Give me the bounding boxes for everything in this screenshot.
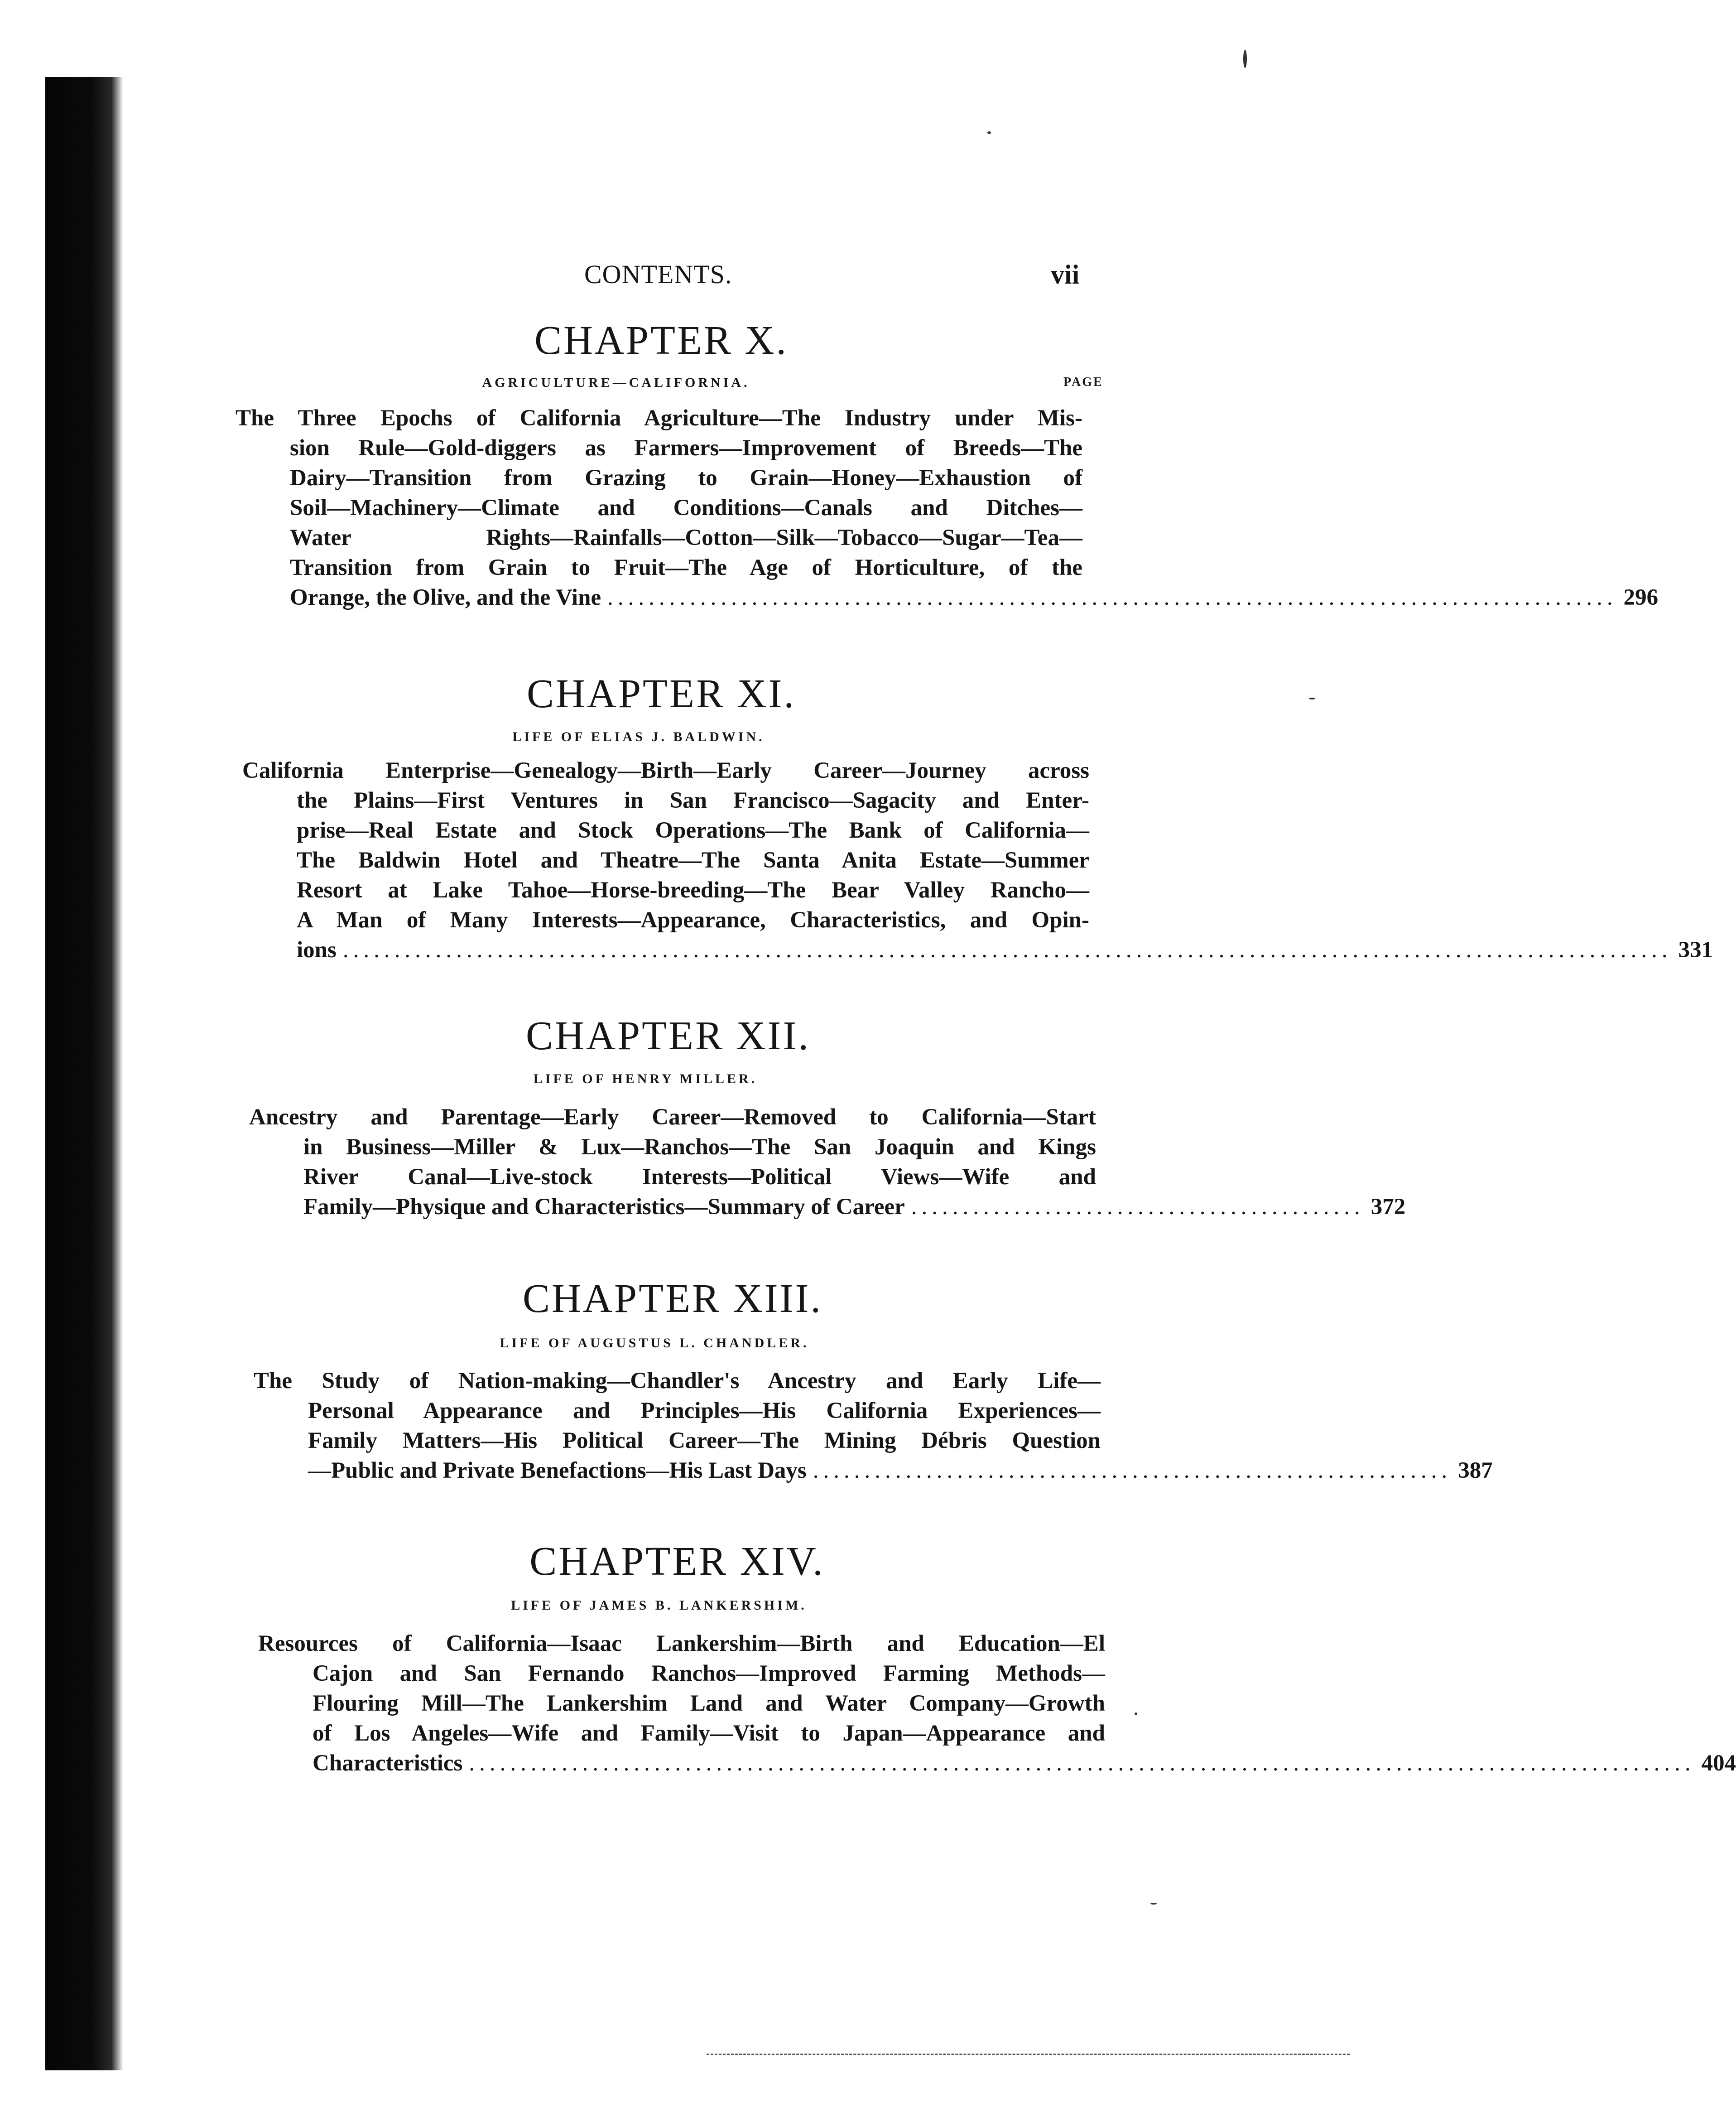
chapter-subtitle: AGRICULTURE—CALIFORNIA. xyxy=(482,375,750,390)
summary-line-end: Orange, the Olive, and the Vine xyxy=(290,585,601,610)
summary-line: in Business—Miller & Lux—Ranchos—The San Joaquin and Kings xyxy=(303,1134,1096,1160)
summary-line: A Man of Many Interests—Appearance, Characteristics, and Opin- xyxy=(297,907,1089,933)
scan-speck xyxy=(987,131,991,134)
summary-line: Soil—Machinery—Climate and Conditions—Canals and Ditches— xyxy=(290,495,1082,521)
summary-line: sion Rule—Gold-diggers as Farmers—Improvement of Breeds—The xyxy=(290,435,1082,461)
dot-leader: .............................................................. xyxy=(813,1458,1452,1483)
page-number: vii xyxy=(1051,260,1080,289)
summary-line: Water Rights—Rainfalls—Cotton—Silk—Tobacco—Sugar—Tea— xyxy=(290,525,1082,550)
chapter-subtitle: LIFE OF JAMES B. LANKERSHIM. xyxy=(511,1598,807,1613)
summary-line-end: ions xyxy=(297,937,337,963)
summary-line: Dairy—Transition from Grazing to Grain—Honey—Exhaustion of xyxy=(290,465,1082,491)
summary-line: the Plains—First Ventures in San Francisco—Sagacity and Enter- xyxy=(297,788,1089,813)
chapter-summary xyxy=(249,1102,1406,1222)
summary-line: The Study of Nation-making—Chandler's Ancestry and Early Life— xyxy=(254,1368,1101,1394)
summary-line-end: Characteristics xyxy=(313,1751,463,1776)
summary-line: Family Matters—His Political Career—The Mining Débris Question xyxy=(308,1428,1101,1453)
scan-speck xyxy=(1150,1903,1157,1905)
dot-leader: .................................................................................................. xyxy=(607,585,1617,610)
summary-line: Resources of California—Isaac Lankershim—Birth and Education—El xyxy=(258,1631,1105,1656)
chapter-title: CHAPTER XII. xyxy=(526,1013,810,1058)
summary-line: Resort at Lake Tahoe—Horse-breeding—The Bear Valley Rancho— xyxy=(297,878,1089,903)
chapter-summary xyxy=(258,1629,1736,1778)
chapter-subtitle: LIFE OF HENRY MILLER. xyxy=(533,1071,758,1086)
chapter-subtitle: LIFE OF ELIAS J. BALDWIN. xyxy=(512,729,765,744)
summary-line: Flouring Mill—The Lankershim Land and Water Company—Growth xyxy=(313,1691,1105,1716)
summary-line: The Baldwin Hotel and Theatre—The Santa Anita Estate—Summer xyxy=(297,848,1089,873)
chapter-page-number: 296 xyxy=(1623,585,1659,610)
chapter-summary xyxy=(254,1366,1493,1485)
scan-speck xyxy=(1135,1712,1137,1715)
summary-last-line xyxy=(303,1192,1406,1222)
chapter-title: CHAPTER XIV. xyxy=(529,1539,825,1584)
dot-leader: ................................................................................................................................. xyxy=(342,937,1672,963)
chapter-title: CHAPTER XI. xyxy=(526,671,796,716)
summary-last-line xyxy=(290,583,1659,612)
chapter-subtitle: LIFE OF AUGUSTUS L. CHANDLER. xyxy=(500,1336,809,1350)
summary-line: California Enterprise—Genealogy—Birth—Early Career—Journey across xyxy=(242,758,1089,783)
chapter-page-number: 331 xyxy=(1678,937,1713,963)
chapter-page-number: 404 xyxy=(1701,1751,1736,1776)
summary-line: River Canal—Live-stock Interests—Political Views—Wife and xyxy=(303,1164,1096,1190)
page-column-label: PAGE xyxy=(1063,375,1103,389)
book-spine-shadow xyxy=(45,77,123,2070)
chapter-summary xyxy=(236,403,1659,612)
summary-line: of Los Angeles—Wife and Family—Visit to Japan—Appearance and xyxy=(313,1721,1105,1746)
scan-speck xyxy=(1243,50,1247,68)
summary-line: prise—Real Estate and Stock Operations—The Bank of California— xyxy=(297,818,1089,843)
summary-line: Transition from Grain to Fruit—The Age of Horticulture, of the xyxy=(290,555,1082,580)
summary-last-line xyxy=(313,1748,1736,1778)
summary-line: Personal Appearance and Principles—His California Experiences— xyxy=(308,1398,1101,1423)
summary-line: The Three Epochs of California Agriculture—The Industry under Mis- xyxy=(236,405,1082,431)
summary-line: Cajon and San Fernando Ranchos—Improved Farming Methods— xyxy=(313,1661,1105,1686)
chapter-page-number: 387 xyxy=(1458,1458,1493,1483)
summary-last-line xyxy=(297,935,1713,965)
summary-line: Ancestry and Parentage—Early Career—Removed to California—Start xyxy=(249,1104,1096,1130)
scan-speck xyxy=(1309,698,1315,699)
chapter-title: CHAPTER X. xyxy=(534,318,789,363)
dot-leader: ....................................................................................................................... xyxy=(469,1751,1695,1776)
scan-edge-line xyxy=(707,2054,1350,2055)
summary-line-end: —Public and Private Benefactions—His Last Days xyxy=(308,1458,807,1483)
dot-leader: ............................................ xyxy=(911,1194,1365,1220)
chapter-title: CHAPTER XIII. xyxy=(523,1276,822,1321)
summary-last-line xyxy=(308,1456,1493,1485)
summary-line-end: Family—Physique and Characteristics—Summary of Career xyxy=(303,1194,905,1220)
running-head: CONTENTS. xyxy=(584,260,732,289)
chapter-summary xyxy=(242,756,1713,965)
chapter-page-number: 372 xyxy=(1371,1194,1406,1220)
